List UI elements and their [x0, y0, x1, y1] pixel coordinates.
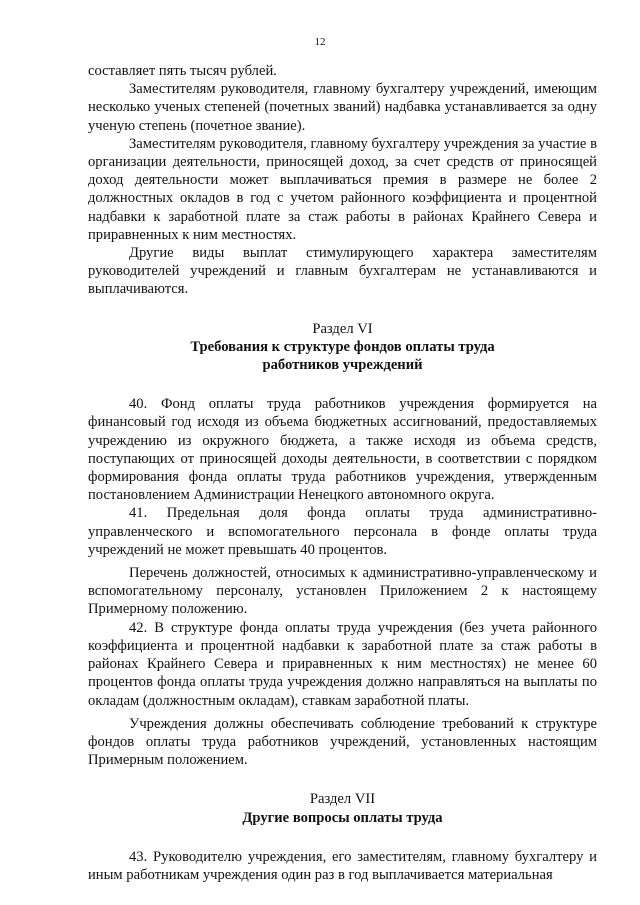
paragraph: Другие виды выплат стимулирующего характера заместителям руководителей учреждений и главным бухгалтерам не устанавливаются и выплачиваются.: [88, 245, 597, 298]
section-6-title-line2: работников учреждений: [262, 357, 423, 374]
paragraph: Заместителям руководителя, главному бухгалтеру учреждений, имеющим несколько ученых степеней (почетных званий) надбавка устанавливается за одну ученую степень (почетное звание).: [88, 81, 597, 134]
page-number: 12: [314, 36, 326, 48]
section-6-number: Раздел VI: [312, 320, 373, 337]
section-7-title: Другие вопросы оплаты труда: [242, 809, 443, 826]
paragraph: Заместителям руководителя, главному бухгалтеру учреждения за участие в организации деятельности, приносящей доход, за счет средств от приносящей доход деятельности может выплачиваться премия в размере не более 2 должностных окладов в год с учетом районного коэффициента и процентной надбавки к заработной плате за стаж работы в районах Крайнего Севера и приравненных к ним местностях.: [88, 135, 597, 243]
paragraph: 43. Руководителю учреждения, его заместителям, главному бухгалтеру и иным работникам учреждения один раз в год выплачивается материальная: [88, 848, 597, 883]
section-6-title-line1: Требования к структуре фондов оплаты труда: [190, 338, 495, 355]
paragraph: Перечень должностей, относимых к административно-управленческому и вспомогательному персоналу, установлен Приложением 2 к настоящему Примерному положению.: [88, 565, 597, 618]
section-6-title: [88, 338, 597, 374]
paragraph: 41. Предельная доля фонда оплаты труда административно-управленческого и вспомогательного персонала в фонде оплаты труда учреждений не может превышать 40 процентов.: [88, 505, 597, 558]
paragraph: Учреждения должны обеспечивать соблюдение требований к структуре фондов оплаты труда работников учреждений, установленных настоящим Примерным положением.: [88, 715, 597, 769]
section-7-number: Раздел VII: [309, 791, 376, 808]
paragraph: 42. В структуре фонда оплаты труда учреждения (без учета районного коэффициента и процентной надбавки к заработной плате за стаж работы в районах Крайнего Севера и приравненных к ним местностях) не менее 60 процентов фонда оплаты труда учреждения должно направляться на выплаты по окладам (должностным окладам), ставкам заработной платы.: [88, 619, 597, 709]
paragraph: составляет пять тысяч рублей.: [88, 63, 277, 79]
paragraph: 40. Фонд оплаты труда работников учреждения формируется на финансовый год исходя из объема бюджетных ассигнований, предоставляемых учреждению из окружного бюджета, а также исходя из объема средств, поступающих от приносящей доходы деятельности, в соответствии с порядком формирования фонда оплаты труда работников учреждения, утвержденным постановлением Администрации Ненецкого автономного округа.: [88, 396, 597, 504]
page-content: [88, 62, 597, 884]
